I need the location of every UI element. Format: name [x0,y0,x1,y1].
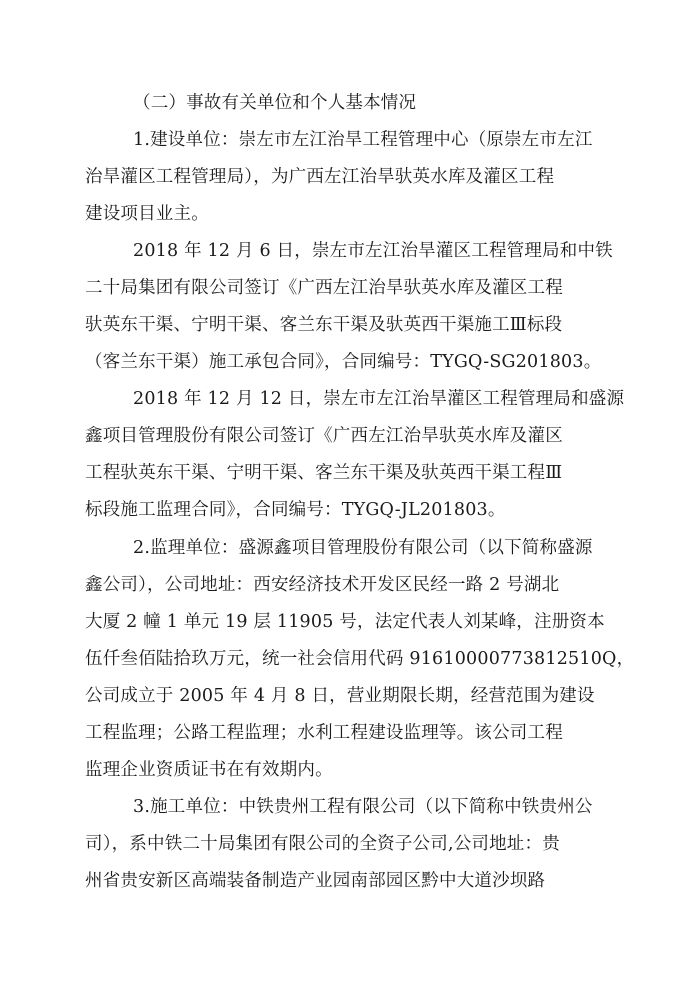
paragraph-line: 治旱灌区工程管理局），为广西左江治旱驮英水库及灌区工程 [85,167,555,187]
paragraph-line: 工程监理；公路工程监理；水利工程建设监理等。该公司工程 [85,723,563,743]
paragraph-line: 工程驮英东干渠、宁明干渠、客兰东干渠及驮英西干渠工程Ⅲ [85,463,563,483]
paragraph-line: 驮英东干渠、宁明干渠、客兰东干渠及驮英西干渠施工Ⅲ标段 [85,315,563,335]
paragraph-line: 2018 年 12 月 12 日，崇左市左江治旱灌区工程管理局和盛源 [133,389,625,409]
paragraph-line: （客兰东干渠）施工承包合同》，合同编号：TYGQ-SG201803。 [85,352,602,372]
paragraph-line: 1.建设单位：崇左市左江治旱工程管理中心（原崇左市左江 [133,130,593,150]
paragraph-line: 鑫项目管理股份有限公司签订《广西左江治旱驮英水库及灌区 [85,426,563,446]
paragraph-line: 标段施工监理合同》，合同编号：TYGQ-JL201803。 [85,500,506,520]
paragraph-line: 鑫公司），公司地址：西安经济技术开发区民经一路 2 号湖北 [85,575,560,595]
paragraph-line: 伍仟叁佰陆拾玖万元，统一社会信用代码 91610000773812510Q， [85,649,635,669]
paragraph-line: 二十局集团有限公司签订《广西左江治旱驮英水库及灌区工程 [85,278,563,298]
section-heading: （二）事故有关单位和个人基本情况 [133,93,417,113]
paragraph-line: 监理企业资质证书在有效期内。 [85,760,333,780]
paragraph-line: 建设项目业主。 [85,204,209,224]
paragraph-line: 公司成立于 2005 年 4 月 8 日，营业期限长期，经营范围为建设 [85,686,595,706]
paragraph-line: 2018 年 12 月 6 日，崇左市左江治旱灌区工程管理局和中铁 [133,241,613,261]
paragraph-line: 2.监理单位：盛源鑫项目管理股份有限公司（以下简称盛源 [133,538,593,558]
paragraph-line: 3.施工单位：中铁贵州工程有限公司（以下简称中铁贵州公 [133,797,593,817]
paragraph-line: 州省贵安新区高端装备制造产业园南部园区黔中大道沙坝路 [85,871,546,891]
paragraph-line: 大厦 2 幢 1 单元 19 层 11905 号，法定代表人刘某峰，注册资本 [85,612,605,632]
paragraph-line: 司），系中铁二十局集团有限公司的全资子公司,公司地址：贵 [85,834,560,854]
